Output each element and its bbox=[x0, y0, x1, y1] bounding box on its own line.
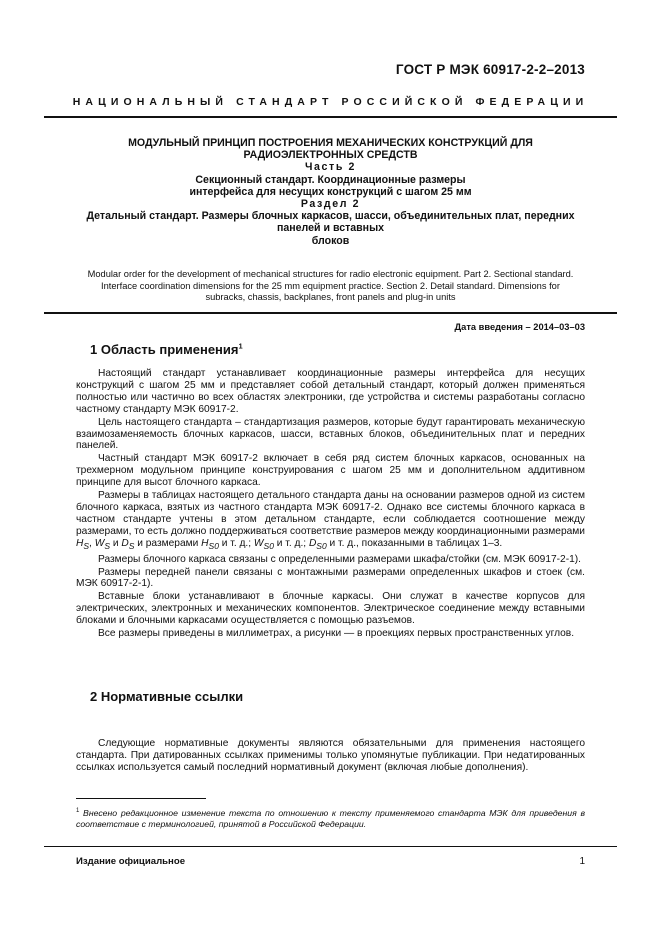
page-number: 1 bbox=[579, 856, 585, 867]
section-2-heading: 2 Нормативные ссылки bbox=[90, 689, 244, 704]
date-of-introduction: Дата введения – 2014–03–03 bbox=[454, 322, 585, 332]
paragraph: Вставные блоки устанавливают в блочные каркасы. Они служат в качестве корпусов для электрических, электронных и механических компонентов. Электрическое соединение между вставными блоками и блочными каркасами осуществляется с помощью разъемов. bbox=[76, 591, 585, 627]
paragraph-dimensions: Размеры в таблицах настоящего детального стандарта даны на основании размеров одной из систем блочного каркаса, взятых из частного стандарта МЭК 60917-2. Однако все системы блочного каркаса в частном стандарте учтены в этом детальном стандарте, если соблюдается соотношение между размерами, то есть должно поддерживаться соответствие размеров между координационными размерами $H_S$, $W_S$ и $D_S$ и размерами $H_{S0}$ и т. д.; $W_{S0}$ и т. д.; $D_{S0}$ и т. д., показанными в таблицах 1–3. bbox=[76, 490, 585, 551]
paragraph: Размеры передней панели связаны с монтажными размерами определенных шкафов и стоек (см. МЭК 60917-2-1). bbox=[76, 566, 585, 590]
title-block bbox=[40, 137, 621, 247]
paragraph: Все размеры приведены в миллиметрах, а рисунки — в проекциях первых пространственных углов. bbox=[98, 628, 575, 640]
english-title-line: subracks, chassis, backplanes, front panels and plug-in units bbox=[205, 292, 456, 303]
english-title bbox=[40, 269, 621, 304]
section-title: блоков bbox=[311, 234, 350, 247]
section-1-heading bbox=[90, 342, 243, 357]
paragraph: Частный стандарт МЭК 60917-2 включает в себя ряд систем блочных каркасов, основанных на трехмерном модульном принципе конструирования с шагом 25 мм и дополнительном аддитивном принципе для высот блочного каркаса. bbox=[76, 453, 585, 489]
footnote-mark: 1 bbox=[76, 808, 80, 814]
footnote-text: Внесено редакционное изменение текста по отношению к тексту применяемого стандарта МЭК для приведения в соответствие с терминологией, принятой в Российской Федерации. bbox=[76, 807, 585, 829]
part-title: Секционный стандарт. Координационные размеры bbox=[195, 173, 466, 186]
section-title: панелей и вставных bbox=[276, 222, 385, 235]
part-label: Часть 2 bbox=[305, 161, 356, 174]
footnote-rule bbox=[76, 798, 206, 799]
paragraph: Следующие нормативные документы являются обязательными для применения настоящего стандарта. При датированных ссылках применимы только упомянутые публикации. При недатированных ссылках используется самый последний нормативный документ (включая любые дополнения). bbox=[76, 738, 585, 773]
section-1-heading-text: 1 Область применения bbox=[90, 342, 239, 357]
part-title: интерфейса для несущих конструкций с шагом 25 мм bbox=[189, 185, 472, 198]
edition-label: Издание официальное bbox=[76, 856, 186, 867]
section-1-body bbox=[76, 368, 585, 641]
section-title: Детальный стандарт. Размеры блочных каркасов, шасси, объединительных плат, передних bbox=[86, 210, 575, 223]
paragraph: Цель настоящего стандарта – стандартизация размеров, которые будут гарантировать механическую взаимозаменяемость блочных каркасов, шасси, вставных блоков, объединительных плат и передних панелей. bbox=[76, 416, 585, 452]
national-standard-banner: НАЦИОНАЛЬНЫЙ СТАНДАРТ РОССИЙСКОЙ ФЕДЕРАЦИИ bbox=[72, 96, 589, 108]
title-rule bbox=[44, 312, 617, 314]
section-label: Раздел 2 bbox=[300, 198, 361, 211]
title-line: РАДИОЭЛЕКТРОННЫХ СРЕДСТВ bbox=[243, 149, 418, 162]
english-title-line: Modular order for the development of mechanical structures for radio electronic equipment. Part 2. Sectional standard. bbox=[87, 269, 574, 279]
paragraph: Размеры блочного каркаса связаны с определенными размерами шкафа/стойки (см. МЭК 60917-2-1). bbox=[98, 553, 581, 565]
document-number: ГОСТ Р МЭК 60917-2-2–2013 bbox=[395, 62, 585, 77]
section-2-body bbox=[76, 738, 585, 775]
header-rule bbox=[44, 116, 617, 118]
footnote bbox=[76, 806, 585, 830]
footnote-ref: 1 bbox=[238, 341, 243, 351]
english-title-line: Interface coordination dimensions for the 25 mm equipment practice. Section 2. Detail standard. Dimensions for bbox=[101, 280, 560, 291]
paragraph: Настоящий стандарт устанавливает координационные размеры интерфейса для несущих конструкций с шагом 25 мм и представляет собой детальный стандарт, который должен применяться полностью или частично во всех областях электроники, где устройства и системы разработаны согласно частному стандарту МЭК 60917-2. bbox=[76, 368, 585, 415]
footer-rule bbox=[44, 846, 617, 847]
title-line: МОДУЛЬНЫЙ ПРИНЦИП ПОСТРОЕНИЯ МЕХАНИЧЕСКИХ КОНСТРУКЦИЙ ДЛЯ bbox=[128, 137, 533, 149]
